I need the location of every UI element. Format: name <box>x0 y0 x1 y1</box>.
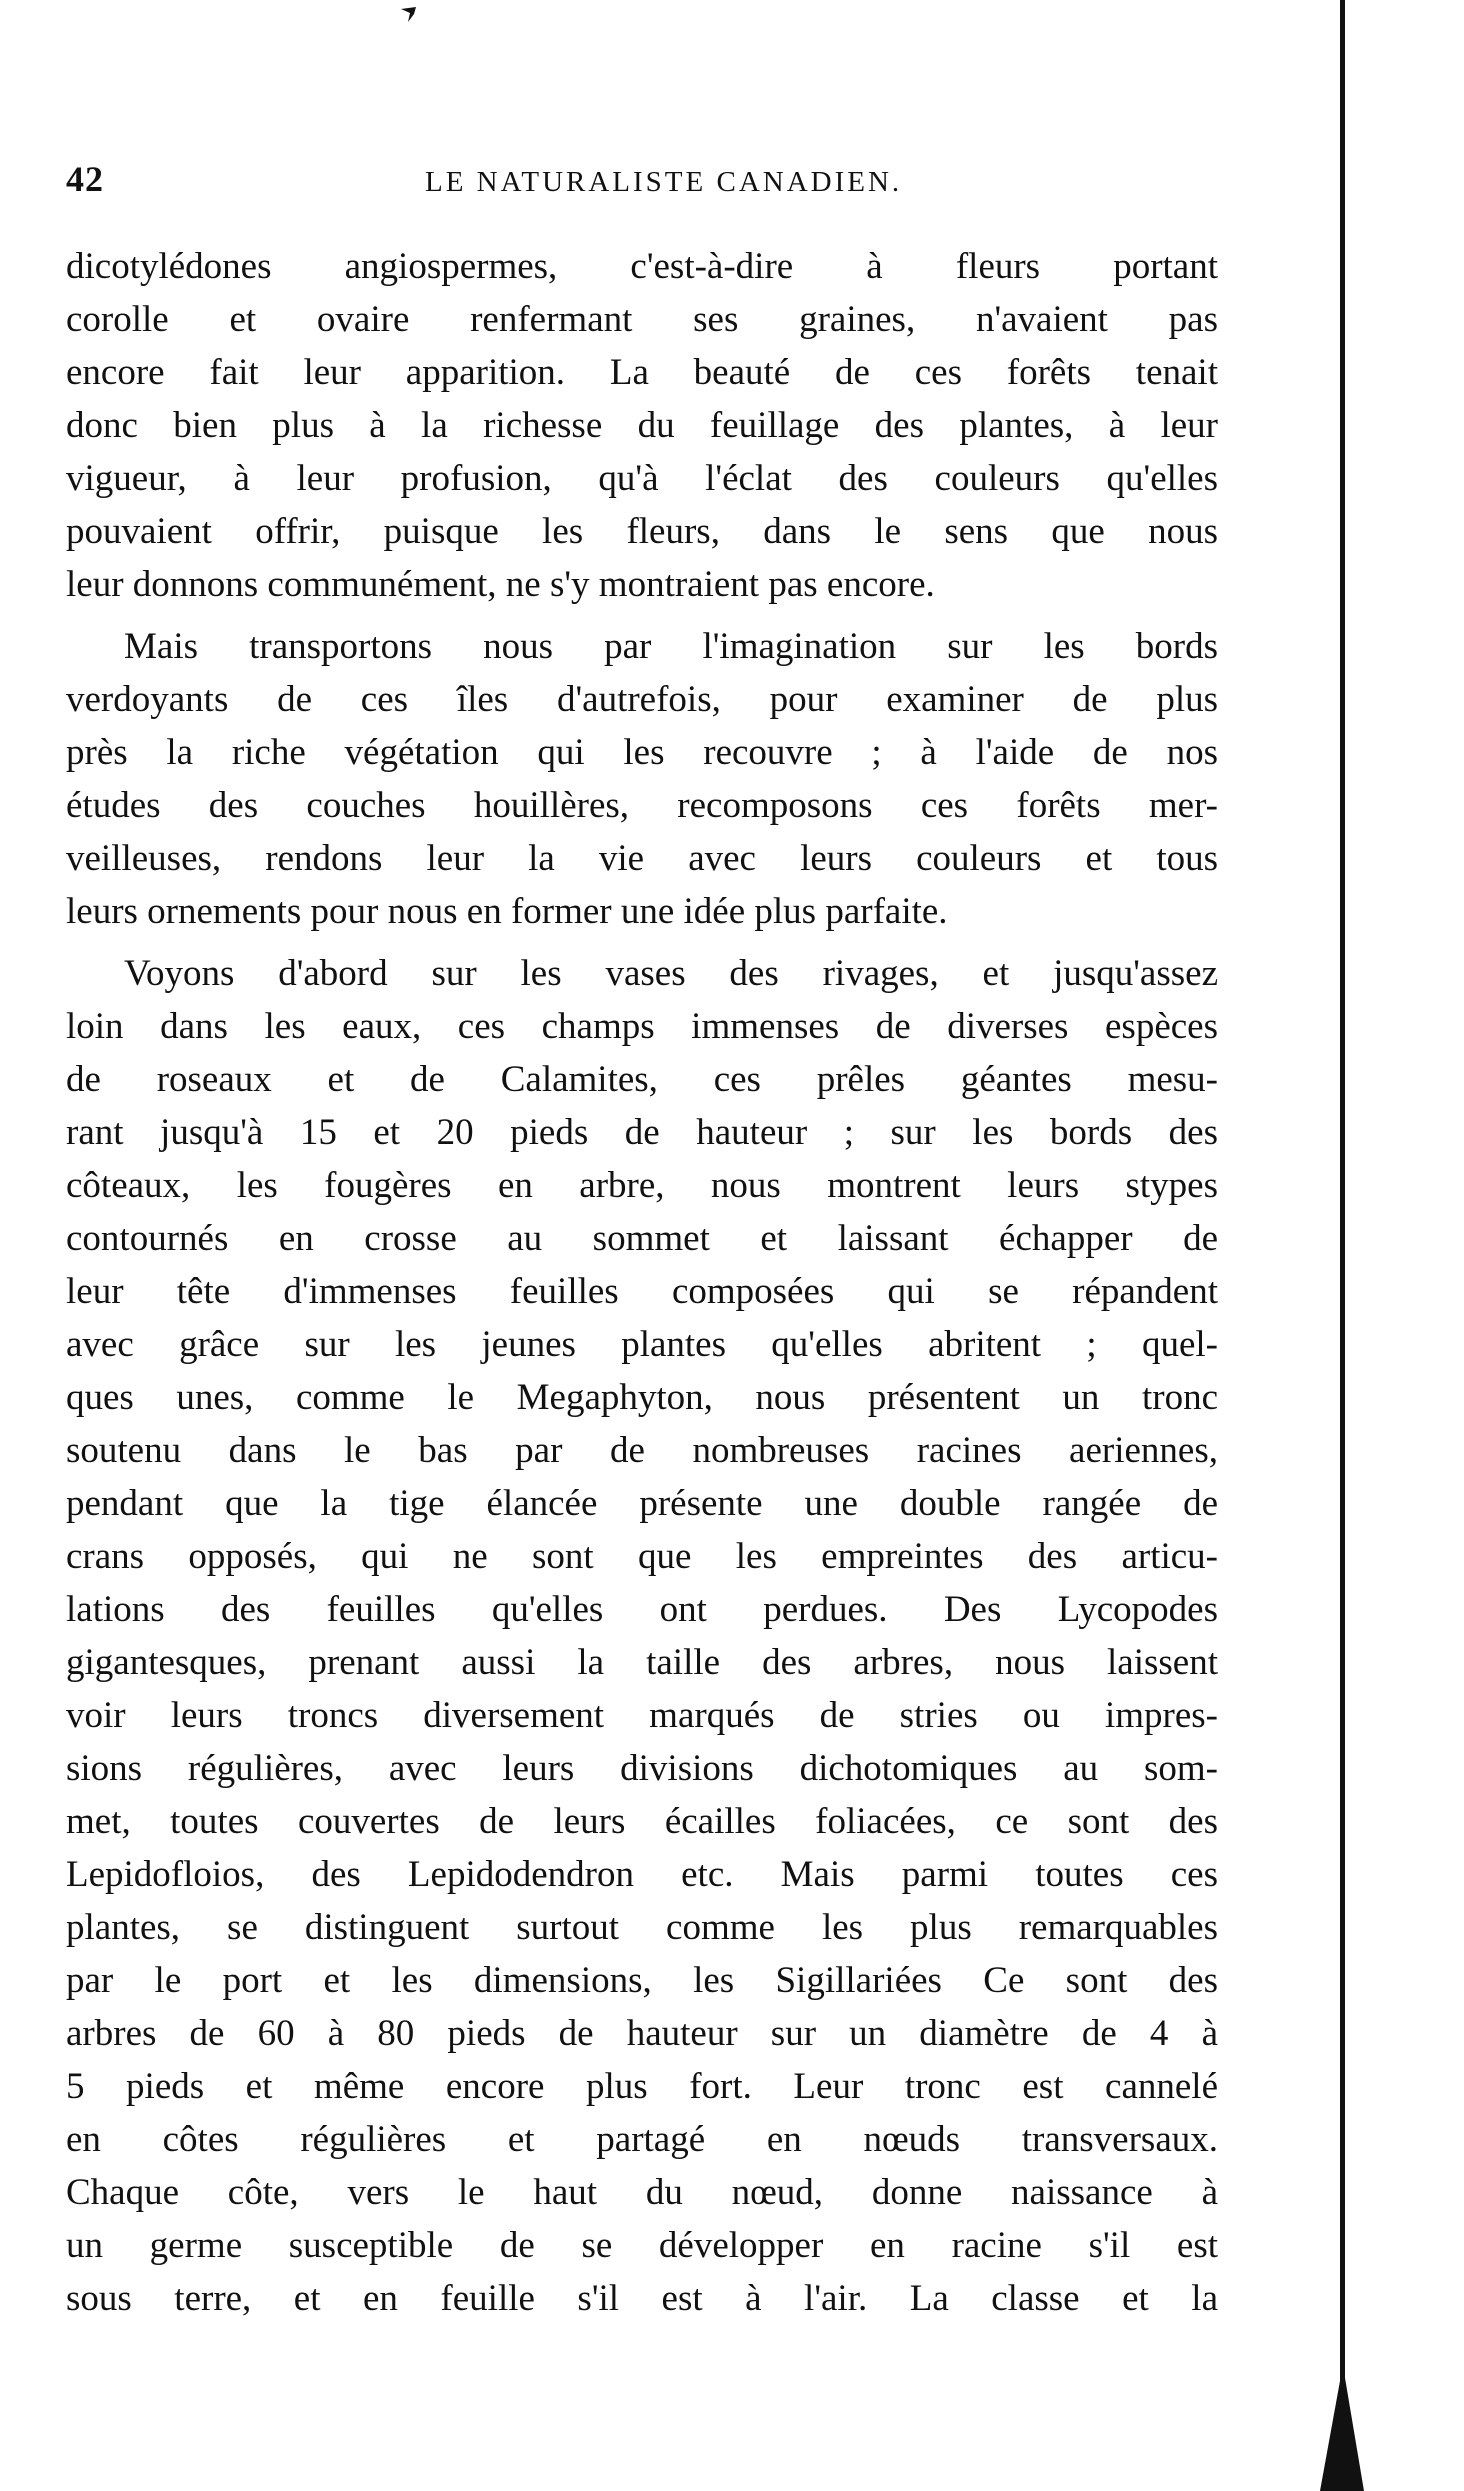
text-line: veilleuses, rendons leur la vie avec leurs couleurs et tous <box>66 838 1218 879</box>
paragraph <box>66 620 1218 938</box>
text-line: en côtes régulières et partagé en nœuds transversaux. <box>66 2119 1218 2160</box>
text-line: voir leurs troncs diversement marqués de stries ou impres- <box>66 1695 1218 1736</box>
text-line: gigantesques, prenant aussi la taille des arbres, nous laissent <box>66 1642 1218 1683</box>
paragraph <box>66 947 1218 2325</box>
text-line: rant jusqu'à 15 et 20 pieds de hauteur ; sur les bords des <box>66 1112 1218 1153</box>
page-number: 42 <box>66 159 104 199</box>
text-line: contournés en crosse au sommet et laissant échapper de <box>66 1218 1218 1259</box>
text-line: pouvaient offrir, puisque les fleurs, dans le sens que nous <box>66 511 1218 552</box>
text-line: soutenu dans le bas par de nombreuses racines aeriennes, <box>66 1430 1218 1471</box>
text-line: leurs ornements pour nous en former une idée plus parfaite. <box>66 891 948 932</box>
text-line: Voyons d'abord sur les vases des rivages, et jusqu'assez <box>124 953 1218 994</box>
text-line: dicotylédones angiospermes, c'est-à-dire à fleurs portant <box>66 246 1218 287</box>
text-line: sous terre, et en feuille s'il est à l'air. La classe et la <box>66 2278 1218 2319</box>
text-line: met, toutes couvertes de leurs écailles foliacées, ce sont des <box>66 1801 1218 1842</box>
text-line: de roseaux et de Calamites, ces prêles géantes mesu- <box>66 1059 1218 1100</box>
text-line: plantes, se distinguent surtout comme les plus remarquables <box>66 1907 1218 1948</box>
body-text <box>66 240 1218 2325</box>
text-line: sions régulières, avec leurs divisions dichotomiques au som- <box>66 1748 1218 1789</box>
text-line: leur donnons communément, ne s'y montraient pas encore. <box>66 564 935 605</box>
text-line: vigueur, à leur profusion, qu'à l'éclat des couleurs qu'elles <box>66 458 1218 499</box>
text-line: Mais transportons nous par l'imagination sur les bords <box>124 626 1218 667</box>
text-line: pendant que la tige élancée présente une double rangée de <box>66 1483 1218 1524</box>
text-line: 5 pieds et même encore plus fort. Leur tronc est cannelé <box>66 2066 1218 2107</box>
text-line: Lepidofloios, des Lepidodendron etc. Mais parmi toutes ces <box>66 1854 1218 1895</box>
text-line: arbres de 60 à 80 pieds de hauteur sur un diamètre de 4 à <box>66 2013 1218 2054</box>
paragraph <box>66 240 1218 611</box>
text-line: études des couches houillères, recomposons ces forêts mer- <box>66 785 1218 826</box>
text-line: Chaque côte, vers le haut du nœud, donne naissance à <box>66 2172 1218 2213</box>
text-line: un germe susceptible de se développer en racine s'il est <box>66 2225 1218 2266</box>
text-line: encore fait leur apparition. La beauté de ces forêts tenait <box>66 352 1218 393</box>
page-edge-rule <box>1320 0 1464 2491</box>
text-line: crans opposés, qui ne sont que les empreintes des articu- <box>66 1536 1218 1577</box>
text-line: lations des feuilles qu'elles ont perdues. Des Lycopodes <box>66 1589 1218 1630</box>
text-line: verdoyants de ces îles d'autrefois, pour examiner de plus <box>66 679 1218 720</box>
stray-mark-icon <box>398 4 420 26</box>
text-line: avec grâce sur les jeunes plantes qu'elles abritent ; quel- <box>66 1324 1218 1365</box>
text-line: ques unes, comme le Megaphyton, nous présentent un tronc <box>66 1377 1218 1418</box>
text-line: par le port et les dimensions, les Sigillariées Ce sont des <box>66 1960 1218 2001</box>
text-line: près la riche végétation qui les recouvre ; à l'aide de nos <box>66 732 1218 773</box>
text-line: côteaux, les fougères en arbre, nous montrent leurs stypes <box>66 1165 1218 1206</box>
text-line: leur tête d'immenses feuilles composées qui se répandent <box>66 1271 1218 1312</box>
text-line: loin dans les eaux, ces champs immenses de diverses espèces <box>66 1006 1218 1047</box>
running-head: LE NATURALISTE CANADIEN. <box>425 166 903 198</box>
text-line: corolle et ovaire renfermant ses graines, n'avaient pas <box>66 299 1218 340</box>
text-line: donc bien plus à la richesse du feuillage des plantes, à leur <box>66 405 1218 446</box>
